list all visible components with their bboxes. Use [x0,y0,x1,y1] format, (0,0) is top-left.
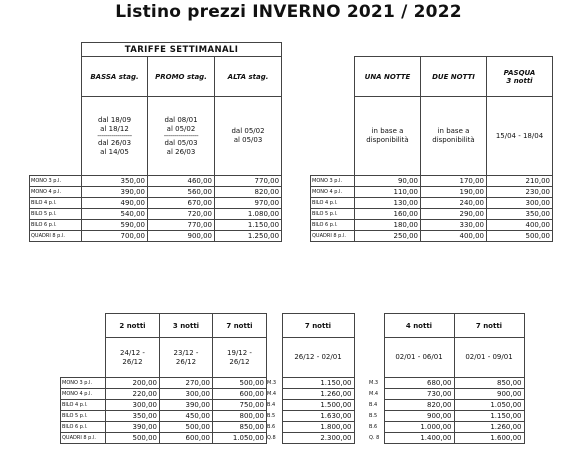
period-line: 26/12 [229,357,250,366]
price-cell: 720,00 [148,209,215,220]
price-cell: 900,00 [384,411,454,422]
period-line: al 18/12 [100,124,129,133]
price-cell: 400,00 [487,220,553,231]
blank-cell [311,57,355,97]
price-cell: 1.000,00 [384,422,454,433]
period-line: al 14/05 [100,147,129,156]
blank-cell [266,338,282,378]
price-cell: 1.050,00 [454,400,524,411]
price-cell: 750,00 [213,400,267,411]
price-cell: 460,00 [148,176,215,187]
period-2-notti [106,338,160,378]
price-cell: 130,00 [355,198,421,209]
price-cell: 300,00 [106,400,160,411]
period-line: al 05/02 [166,124,196,133]
price-cell: 820,00 [384,400,454,411]
price-cell: 900,00 [148,231,215,242]
blank-cell [30,57,82,97]
room-label: MONO 3 p.l. [30,176,82,187]
price-cell: 500,00 [106,433,160,444]
price-cell: 2.300,00 [282,433,354,444]
header-una-notte: UNA NOTTE [355,57,421,97]
price-cell: 1.260,00 [282,389,354,400]
price-cell: 490,00 [82,198,148,209]
price-cell: 110,00 [355,187,421,198]
header-2-notti: 2 notti [106,314,160,338]
period-separator: ----------------- [163,131,199,140]
header-3-notti: 3 notti [160,314,213,338]
period-line: dal 26/03 [97,138,132,147]
room-label: QUADRI 8 p.l. [61,433,106,444]
new-year-rates-table [266,313,355,444]
period-7-notti [213,338,267,378]
room-code: B.5 [267,413,276,419]
period-line: 24/12 - [120,348,145,357]
room-code: Q. 8 [369,435,380,441]
room-label: MONO 3 p.l. [61,378,106,389]
room-label: BILO 4 p.l. [30,198,82,209]
price-cell: 700,00 [82,231,148,242]
price-cell: 1.600,00 [454,433,524,444]
header-7-notti: 7 notti [282,314,354,338]
weekly-rates-banner: TARIFFE SETTIMANALI [82,43,282,57]
header-pasqua-line: 3 notti [506,76,533,85]
price-cell: 210,00 [487,176,553,187]
room-label: MONO 3 p.l. [311,176,355,187]
price-cell: 680,00 [384,378,454,389]
header-alta: ALTA stag. [215,57,282,97]
price-cell: 180,00 [355,220,421,231]
room-label: BILO 6 p.l. [311,220,355,231]
price-cell: 250,00 [355,231,421,242]
price-cell: 500,00 [213,378,267,389]
period-pasqua [487,97,553,176]
price-cell: 270,00 [160,378,213,389]
period-due-notti [421,97,487,176]
period-line: 23/12 - [173,348,199,357]
period-separator: ----------------- [97,131,132,140]
room-label: BILO 6 p.l. [61,422,106,433]
price-cell: 730,00 [384,389,454,400]
price-cell: 1.080,00 [215,209,282,220]
period-line: in base a [371,127,404,135]
price-cell: 240,00 [421,198,487,209]
price-cell: 800,00 [213,411,267,422]
price-cell: 390,00 [160,400,213,411]
room-code: B.4 [369,402,378,408]
price-cell: 390,00 [82,187,148,198]
period-promo [148,97,215,176]
room-label: BILO 6 p.l. [30,220,82,231]
price-cell: 850,00 [454,378,524,389]
price-cell: 400,00 [421,231,487,242]
price-cell: 450,00 [160,411,213,422]
header-promo: PROMO stag. [148,57,215,97]
room-label: MONO 4 p.l. [61,389,106,400]
period-line: 26/12 [122,357,143,366]
price-cell: 1.150,00 [282,378,354,389]
blank-cell [61,314,106,338]
room-code: Q.8 [267,435,276,441]
period-line: disponibilità [432,136,475,144]
blank-cell [30,97,82,176]
room-code: B.6 [267,424,276,430]
period-bassa [82,97,148,176]
blank-cell [368,338,384,378]
weekly-rates-table [29,42,282,242]
period-line: dal 05/03 [164,138,198,147]
room-label: MONO 4 p.l. [311,187,355,198]
price-cell: 350,00 [82,176,148,187]
price-cell: 290,00 [421,209,487,220]
price-cell: 1.400,00 [384,433,454,444]
price-cell: 500,00 [487,231,553,242]
price-cell: 1.150,00 [454,411,524,422]
price-cell: 590,00 [82,220,148,231]
room-label: BILO 5 p.l. [311,209,355,220]
price-cell: 300,00 [487,198,553,209]
price-cell: 770,00 [215,176,282,187]
period-line: 26/12 [175,357,197,366]
price-cell: 600,00 [213,389,267,400]
blank-cell [266,314,282,338]
period-4-notti: 02/01 - 06/01 [384,338,454,378]
room-code: B.6 [369,424,378,430]
price-cell: 200,00 [106,378,160,389]
room-label: BILO 4 p.l. [311,198,355,209]
blank-cell [30,43,82,57]
price-cell: 190,00 [421,187,487,198]
room-code: B.4 [267,402,276,408]
january-rates-table [368,313,525,444]
period-new-year: 26/12 - 02/01 [282,338,354,378]
price-cell: 1.250,00 [215,231,282,242]
period-line: al 26/03 [166,147,196,156]
price-cell: 540,00 [82,209,148,220]
price-cell: 350,00 [106,411,160,422]
period-line: disponibilità [366,136,409,144]
price-cell: 230,00 [487,187,553,198]
room-label: QUADRI 8 p.l. [30,231,82,242]
price-cell: 90,00 [355,176,421,187]
room-label: BILO 5 p.l. [30,209,82,220]
price-cell: 1.630,00 [282,411,354,422]
period-line: 15/04 - 18/04 [495,131,544,140]
price-cell: 500,00 [160,422,213,433]
period-alta [215,97,282,176]
period-3-notti [160,338,213,378]
period-line: dal 08/01 [164,115,198,124]
header-pasqua-line: PASQUA [503,68,536,77]
header-7-notti: 7 notti [213,314,267,338]
period-line: in base a [437,127,470,135]
price-cell: 670,00 [148,198,215,209]
price-cell: 330,00 [421,220,487,231]
header-pasqua [487,57,553,97]
room-label: BILO 4 p.l. [61,400,106,411]
header-due-notti: DUE NOTTI [421,57,487,97]
christmas-rates-table [60,313,267,444]
room-label: BILO 5 p.l. [61,411,106,422]
period-line: al 05/03 [233,136,263,144]
period-line: dal 18/09 [97,115,132,124]
blank-cell [311,97,355,176]
price-cell: 900,00 [454,389,524,400]
price-cell: 1.800,00 [282,422,354,433]
price-cell: 560,00 [148,187,215,198]
period-line: dal 05/02 [231,127,265,135]
price-cell: 350,00 [487,209,553,220]
period-una-notte [355,97,421,176]
blank-cell [368,314,384,338]
header-bassa: BASSA stag. [82,57,148,97]
short-stay-rates-table [310,56,553,242]
price-cell: 170,00 [421,176,487,187]
period-line: 19/12 - [227,348,252,357]
room-code: M.3 [369,380,379,386]
price-cell: 600,00 [160,433,213,444]
price-cell: 300,00 [160,389,213,400]
price-cell: 220,00 [106,389,160,400]
period-7-notti: 02/01 - 09/01 [454,338,524,378]
price-cell: 820,00 [215,187,282,198]
room-code: M.3 [267,380,277,386]
price-cell: 1.500,00 [282,400,354,411]
price-cell: 1.050,00 [213,433,267,444]
header-7-notti: 7 notti [454,314,524,338]
room-code: M.4 [369,391,379,397]
price-cell: 1.150,00 [215,220,282,231]
header-4-notti: 4 notti [384,314,454,338]
room-code: B.5 [369,413,378,419]
price-cell: 160,00 [355,209,421,220]
room-label: QUADRI 8 p.l. [311,231,355,242]
price-cell: 970,00 [215,198,282,209]
price-cell: 390,00 [106,422,160,433]
blank-cell [61,338,106,378]
room-code: M.4 [267,391,277,397]
room-label: MONO 4 p.l. [30,187,82,198]
price-cell: 1.260,00 [454,422,524,433]
price-cell: 850,00 [213,422,267,433]
page-title: Listino prezzi INVERNO 2021 / 2022 [115,2,462,22]
price-cell: 770,00 [148,220,215,231]
